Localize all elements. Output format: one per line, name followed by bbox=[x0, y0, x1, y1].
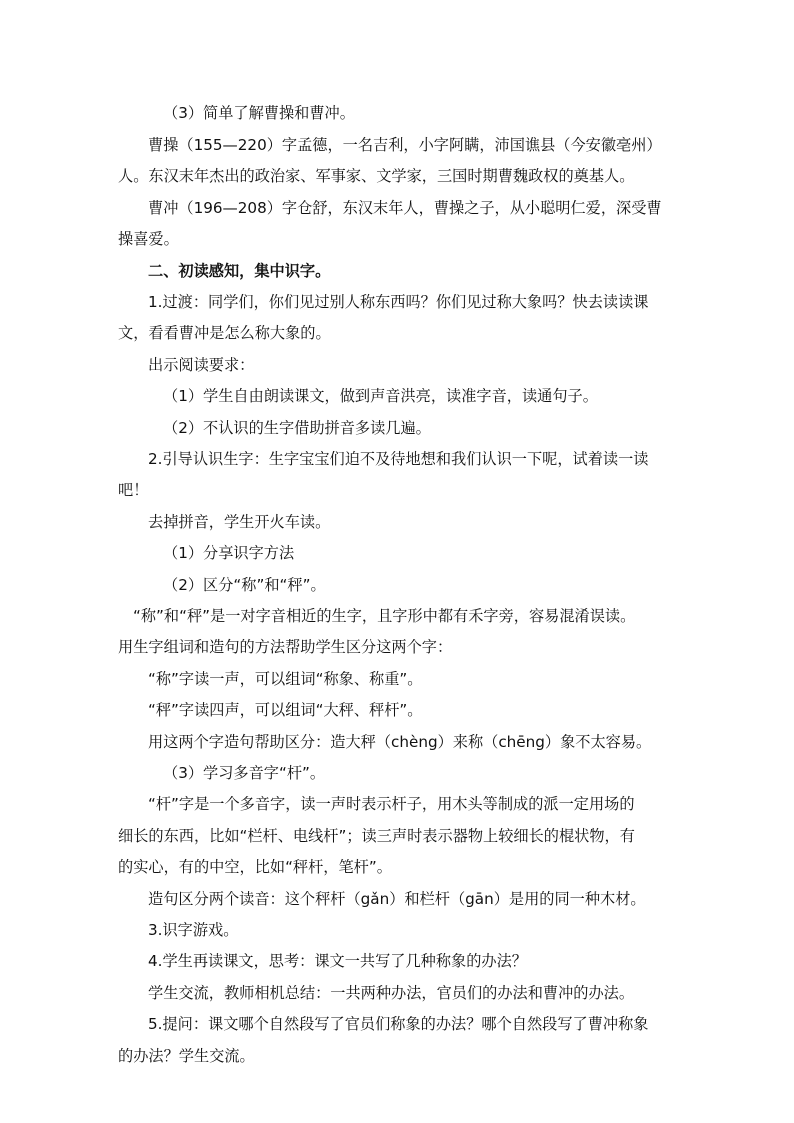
step-question-line-2: 的办法？学生交流。 bbox=[118, 1047, 255, 1065]
subsection-heading-caocao: （3）简单了解曹操和曹冲。 bbox=[163, 104, 355, 122]
step-question-line-1: 5.提问：课文哪个自然段写了官员们称象的办法？哪个自然段写了曹冲称象 bbox=[148, 1015, 649, 1033]
paragraph-caochong-line-2: 操喜爱。 bbox=[118, 230, 179, 248]
list-item-share-methods: （1）分享识字方法 bbox=[163, 544, 295, 562]
list-item-polyphone: （3）学习多音字“杆”。 bbox=[163, 764, 326, 782]
paragraph-guide-line-1: 2.引导认识生字：生字宝宝们迫不及待地想和我们认识一下呢，试着读一读 bbox=[148, 450, 649, 468]
paragraph-transition-line-2: 文，看看曹冲是怎么称大象的。 bbox=[118, 324, 331, 342]
paragraph-sentence-example: 用这两个字造句帮助区分：造大秤（chèng）来称（chēng）象不太容易。 bbox=[148, 733, 652, 751]
requirement-item-2: （2）不认识的生字借助拼音多读几遍。 bbox=[163, 419, 431, 437]
paragraph-caocao-line-2: 人。东汉末年杰出的政治家、军事家、文学家，三国时期曹魏政权的奠基人。 bbox=[118, 167, 635, 185]
paragraph-gan-line-2: 细长的东西，比如“栏杆、电线杆”；读三声时表示器物上较细长的棍状物，有 bbox=[118, 827, 635, 845]
paragraph-gan-line-3: 的实心，有的中空，比如“秤杆，笔杆”。 bbox=[118, 858, 392, 876]
paragraph-gan-line-1: “杆”字是一个多音字，读一声时表示杆子，用木头等制成的派一定用场的 bbox=[148, 795, 635, 813]
step-literacy-game: 3.识字游戏。 bbox=[148, 921, 239, 939]
paragraph-summary: 学生交流，教师相机总结：一共两种办法，官员们的办法和曹冲的办法。 bbox=[148, 984, 634, 1002]
paragraph-caocao-line-1: 曹操（155—220）字孟德，一名吉利，小字阿瞒，沛国谯县（今安徽亳州） bbox=[148, 136, 662, 154]
list-item-distinguish: （2）区分“称”和“秤”。 bbox=[163, 576, 326, 594]
step-reread-text: 4.学生再读课文，思考：课文一共写了几种称象的办法？ bbox=[148, 952, 527, 970]
paragraph-guide-line-2: 吧！ bbox=[118, 481, 149, 499]
paragraph-cheng-fourth-tone: “秤”字读四声，可以组词“大秤、秤杆”。 bbox=[148, 701, 423, 719]
paragraph-distinguish-line-2: 用生字组词和造句的方法帮助学生区分这两个字： bbox=[118, 638, 453, 656]
paragraph-gan-sentence: 造句区分两个读音：这个秤杆（gǎn）和栏杆（gān）是用的同一种木材。 bbox=[148, 890, 646, 908]
requirement-item-1: （1）学生自由朗读课文，做到声音洪亮，读准字音，读通句子。 bbox=[163, 387, 598, 405]
paragraph-caochong-line-1: 曹冲（196—208）字仓舒，东汉末年人，曹操之子，从小聪明仁爱，深受曹 bbox=[148, 199, 662, 217]
paragraph-transition-line-1: 1.过渡：同学们，你们见过别人称东西吗？你们见过称大象吗？快去读读课 bbox=[148, 293, 649, 311]
paragraph-train-reading: 去掉拼音，学生开火车读。 bbox=[148, 513, 331, 531]
section-heading-2: 二、初读感知，集中识字。 bbox=[148, 262, 331, 280]
reading-requirements-label: 出示阅读要求： bbox=[148, 356, 255, 374]
paragraph-cheng-first-tone: “称”字读一声，可以组词“称象、称重”。 bbox=[148, 670, 423, 688]
paragraph-distinguish-line-1: “称”和“秤”是一对字音相近的生字，且字形中都有禾字旁，容易混淆误读。 bbox=[133, 607, 636, 625]
